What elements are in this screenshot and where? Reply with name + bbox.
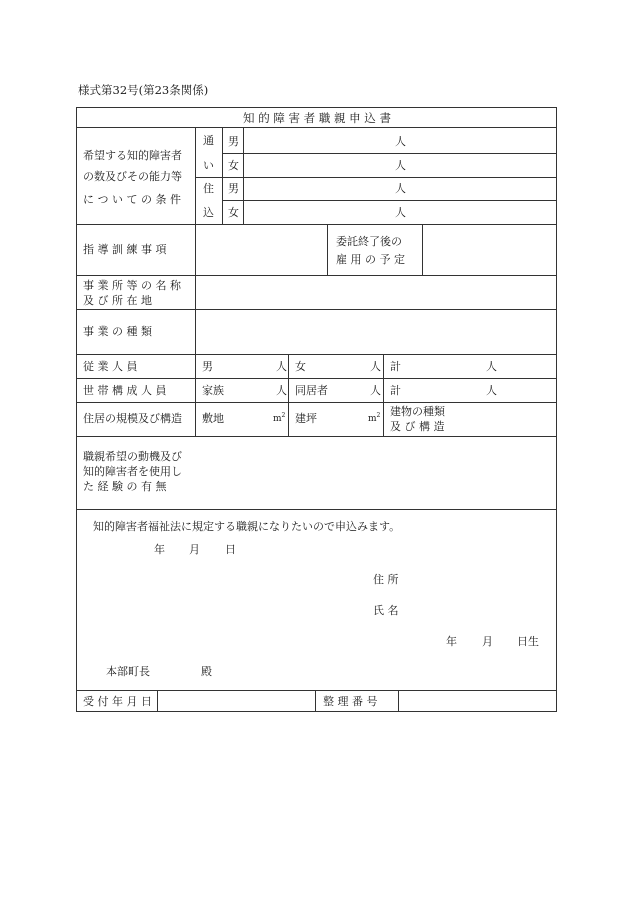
column-divider <box>243 127 244 224</box>
column-divider <box>422 224 423 275</box>
building-type-label: 建物の種類 <box>390 405 445 418</box>
unit-label: 人 <box>395 135 406 148</box>
reference-number-label: 整 理 番 号 <box>323 695 378 708</box>
row-divider <box>77 224 557 225</box>
column-divider <box>327 224 328 275</box>
row-divider <box>77 275 557 276</box>
column-divider <box>398 690 399 712</box>
household-total-label: 計 <box>390 384 401 397</box>
application-form <box>76 107 557 712</box>
unit-label: 人 <box>276 360 287 373</box>
row-divider <box>222 200 557 201</box>
row-divider <box>77 309 557 310</box>
business-type-label: 事 業 の 種 類 <box>83 325 152 338</box>
area-unit: $m^2$ <box>273 412 286 424</box>
unit-label: 人 <box>370 360 381 373</box>
row-divider <box>195 177 557 178</box>
column-divider <box>157 690 158 712</box>
floor-area-label: 建坪 <box>295 412 317 425</box>
employees-male-label: 男 <box>202 360 213 373</box>
row-divider <box>77 378 557 379</box>
address-label: 住 所 <box>373 573 399 586</box>
household-cohabitant-label: 同居者 <box>295 384 328 397</box>
row-divider <box>77 354 557 355</box>
post-contract-label: 委託終了後の <box>336 235 402 248</box>
unit-label: 人 <box>276 384 287 397</box>
birth-day-label: 日生 <box>517 635 539 648</box>
declaration-statement: 知的障害者福祉法に規定する職親になりたいので申込みます。 <box>93 520 401 533</box>
female-label: 女 <box>228 159 239 172</box>
unit-label: 人 <box>395 159 406 172</box>
desired-conditions-label: に つ い て の 条 件 <box>83 193 181 206</box>
business-location-label: 事 業 所 等 の 名 称 <box>83 279 181 292</box>
column-divider <box>315 690 316 712</box>
guidance-label: 指 導 訓 練 事 項 <box>83 243 167 256</box>
female-label: 女 <box>228 206 239 219</box>
unit-label: 人 <box>486 360 497 373</box>
motive-label: 知的障害者を使用し <box>83 465 182 478</box>
male-label: 男 <box>228 135 239 148</box>
honorific-label: 殿 <box>201 665 212 678</box>
motive-label: た 経 験 の 有 無 <box>83 480 167 493</box>
form-number: 様式第32号(第23条関係) <box>78 83 209 97</box>
post-contract-label: 雇 用 の 予 定 <box>336 253 405 266</box>
unit-label: 人 <box>486 384 497 397</box>
employees-total-label: 計 <box>390 360 401 373</box>
motive-label: 職親希望の動機及び <box>83 450 182 463</box>
row-divider <box>77 690 557 691</box>
employees-female-label: 女 <box>295 360 306 373</box>
area-unit: $m^2$ <box>368 412 381 424</box>
row-divider <box>77 402 557 403</box>
birth-year-label: 年 <box>446 635 457 648</box>
site-area-label: 敷地 <box>202 412 224 425</box>
male-label: 男 <box>228 182 239 195</box>
desired-conditions-label: の数及びその能力等 <box>83 170 182 183</box>
commute-label: い <box>203 159 214 172</box>
form-title: 知 的 障 害 者 職 親 申 込 書 <box>243 111 391 125</box>
unit-label: 人 <box>370 384 381 397</box>
date-year-label: 年 <box>154 543 165 556</box>
building-type-label: 及 び 構 造 <box>390 420 445 433</box>
business-location-label: 及 び 所 在 地 <box>83 294 152 307</box>
date-day-label: 日 <box>225 543 236 556</box>
birth-month-label: 月 <box>482 635 493 648</box>
row-divider <box>77 509 557 510</box>
title-divider <box>77 127 557 128</box>
household-label: 世 帯 構 成 人 員 <box>83 384 167 397</box>
employees-label: 従 業 人 員 <box>83 360 138 373</box>
column-divider <box>288 354 289 436</box>
column-divider <box>383 354 384 436</box>
row-divider <box>222 153 557 154</box>
row-divider <box>77 436 557 437</box>
desired-conditions-label: 希望する知的障害者 <box>83 149 182 162</box>
date-month-label: 月 <box>189 543 200 556</box>
unit-label: 人 <box>395 206 406 219</box>
live-in-label: 住 <box>203 182 214 195</box>
commute-label: 通 <box>203 134 214 147</box>
recipient-label: 本部町長 <box>106 665 150 678</box>
unit-label: 人 <box>395 182 406 195</box>
residence-label: 住居の規模及び構造 <box>83 412 182 425</box>
live-in-label: 込 <box>203 206 214 219</box>
column-divider <box>195 127 196 436</box>
column-divider <box>222 127 223 224</box>
name-label: 氏 名 <box>373 604 399 617</box>
household-family-label: 家族 <box>202 384 224 397</box>
received-date-label: 受 付 年 月 日 <box>83 695 152 708</box>
